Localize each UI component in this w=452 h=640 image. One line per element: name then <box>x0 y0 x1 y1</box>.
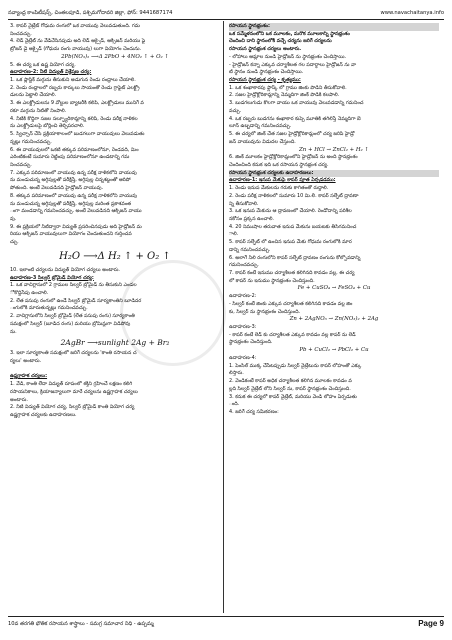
text-line: 2. రెండు రంధ్రాలలో రబ్బరు కార్కులు సాయంతో రెండు గ్రాఫైట్ ఎలక్ట్రో <box>10 84 140 91</box>
text-line: ంది. <box>229 401 240 408</box>
heading-line: ఒక సమ్మేళనంలోని ఒక మూలకం, మరొక మూలకాన్ని స్థానభ్రంశం <box>229 30 350 37</box>
text-line: అంటారు. <box>10 396 28 403</box>
heading-line: రసాయన స్థానభ్రంశ చర్యలు అంటారు. <box>229 46 302 53</box>
text-line: 4. 20 నిముషాల తరువాత ఇనుప మేకును బయటకు తీసిగమనించ <box>229 223 357 230</box>
heading-line: ఉదాహరణ-3 సిల్వర్ బ్రోమైడ్ వియోగ చర్య: <box>10 274 94 281</box>
text-line: 2. వెండికంటే కాపర్ అధిక చర్యాశీలత కలిగిన మూలకం కావడం వ <box>229 378 352 385</box>
text-line: 5. కాపర్ సల్ఫేట్ లో ఉంచిన ఇనుప మేకు గోధుమ రంగులోకి మార <box>229 239 352 246</box>
text-line: ంగులోకి మారుతున్నట్లు గమనించవచ్చు. <box>10 305 88 312</box>
text-line: 8. తక్కువ పరిమాణంలో వాయువు ఉన్న పరీక్ష నాళికలోని వాయువు <box>10 192 138 199</box>
text-line: రసాయనికాలు, క్రియాజన్యాలుగా మారే చర్యలను ఉష్ణగ్రాహక చర్యలు <box>10 388 138 395</box>
header-rule <box>8 19 444 20</box>
column-divider <box>223 21 224 613</box>
header-publisher: నవ్యాంధ్ర కాంపిటీషన్స్, చింతలపూడి, పశ్చిమగోదావరి జిల్లా, ఫోన్: 9441687174 <box>8 9 173 16</box>
text-line: 4. ఒక రబ్బరు బుడగను శంఖాకార కుప్పె మూతికి తగిలిస్తే నెమ్మదిగా బె <box>229 115 361 122</box>
text-line: ట్రోజన్ డై ఆక్సైడ్ (గోధుమ రంగు వాయువు) లుగా వియోగం చెందును. <box>10 46 142 53</box>
text-line: జన్ వాయువును విడుదల చేస్తుంది. <box>229 138 296 145</box>
text-line: 9. ఈ ప్రక్రియలో నీటిద్వారా విద్యుత్ ప్రసరించినపుడు అది హైడ్రోజన్ మ <box>10 223 142 230</box>
text-line: 6. అలాగే నీలి రంగులోని కాపర్ సల్ఫేట్ ద్రావణం రంగును కోల్పోవడాన్ని <box>229 254 361 261</box>
text-line: ంగా మండడాన్ని గమనించవచ్చు. అంటే వెలువడినది ఆక్సిజన్ వాయు <box>10 208 142 215</box>
text-line: న్నట్లు గమనించవచ్చు. <box>10 138 52 145</box>
text-line: ఉదాహరణ-2: <box>229 293 257 300</box>
heading-line: ఉదాహరణ-2: నీటి విద్యుత్ విశ్లేషణ చర్య: <box>10 69 92 76</box>
page-header <box>8 6 444 19</box>
text-line: 7. కాపర్ కంటే ఇనుము చర్యాశీలత కలిగినది కావడం వల్ల, ఈ చర్య <box>229 270 355 276</box>
equation-line: Pb + CuCl₂ → PbCl₂ + Cu <box>299 347 369 354</box>
text-line: లిస్తారు. <box>229 370 244 377</box>
header-website[interactable]: www.navachaitanya.info <box>380 9 444 16</box>
text-line: ాలి. <box>229 231 239 238</box>
text-line: 1. ఒక ప్లాస్టిక్ మగ్గును తీసుకుని అడుగున రెండు రంధ్రాలు చేయాలి. <box>10 77 136 84</box>
text-line: 5. స్విచ్చాన్ చేసి ప్రక్రియాకాలంలో బుడగలుగా వాయువులు వెలువడుతు <box>10 131 145 138</box>
heading-line: చెందించి దాని స్థానంలోకి వచ్చే చర్యను జరిగే చర్యలను <box>229 38 332 45</box>
text-line: 6. ఈ వాయువులలో ఒకటి తక్కువ పరిమాణంలోనూ, రెండవది, మిం <box>10 146 139 153</box>
text-line: 2. వాచిగ్లాసులోని సిల్వర్ బ్రోమైడ్ (లేత పసుపు రంగు) సూర్యకాంతి <box>10 313 135 320</box>
text-line: 2. నీటి విద్యుత్ వియోగ చర్య, సిల్వర్ బ్రోమైడ్ కాంతి వియోగ చర్య <box>10 404 135 411</box>
equation-line: Fe + CuSO₄ → FeSO₄ + Cu <box>297 285 371 292</box>
text-line: న్ని తీసుకోవాలి. <box>229 200 259 207</box>
text-line: గమనించవచ్చు. <box>229 262 259 269</box>
equation-line: Zn + HCl → ZnCl₂ + H₂ ↑ <box>299 146 369 153</box>
text-line: 3. ఈ ఎలక్ట్రోడులను 9 వోల్టుల బ్యాటరీకి కలిపి, ఎలక్ట్రోడులు మునిగే వ <box>10 100 144 107</box>
text-line: నించవచ్చు. <box>10 161 32 168</box>
text-line: 3. బుడగలుగుడు కొలగా వాయు ఒక వాయువు వెలువడడాన్ని గమనించ <box>229 100 364 107</box>
text-line: 2. సజల హైడ్రోక్లోరికామ్లాన్ని నెమ్మదిగా జింక్ పొడికి కలపాలి. <box>229 92 340 99</box>
text-line: 4. నీటికి కొద్దిగా సజల సల్ఫ్యూరికామ్లాన్ని కలిపి, రెండు పరీక్ష నాళికల <box>10 115 138 122</box>
text-line: ను ఎలక్ట్రోడులపై బోర్లించి తెర్చిపరచాలి. <box>10 123 85 130</box>
text-line: రకూ మగ్గును నీటితో నింపాలి. <box>10 107 67 114</box>
text-line: 1. రెండు ఇనుప మేకులను గరుకు కాగితంతో రుద్దాలి. <box>229 185 329 192</box>
text-line: డులను పెట్టాలి చేయాలి. <box>10 92 57 99</box>
text-line: నించవచ్చు. <box>10 30 32 37</box>
text-line: ో కొద్దిసేపు ఉంచాలి. <box>10 290 49 296</box>
text-line: 4. లెడ్ నైట్రేట్ ను వేడిచేసినపుడు అది లెడ్ ఆక్సైడ్, ఆక్సిజన్ మరియు ఫై <box>10 38 146 45</box>
text-line: ను మండుచున్న అగ్గిపుల్లతో పరీక్షిస్తే, అగ్గిపుల్ల మరింత ప్రకాశవంత <box>10 200 132 207</box>
page-footer <box>8 619 444 628</box>
text-line: 1. ఒక శంఖాకారపు ఫ్లాస్క్ లో గ్రాము జింకు పొడిని తీసుకోవాలి. <box>229 84 347 91</box>
equation-line: H₂O ⟶Δ H₂ ↑ + O₂ ↑ <box>59 250 171 262</box>
text-line: ఉష్ణగ్రాహక చర్యలకు ఉదాహరణలు. <box>10 412 77 419</box>
text-line: వు. <box>10 215 17 222</box>
heading-line: ఉష్ణగ్రాహక చర్యలు: <box>10 373 48 380</box>
text-line: ఉదాహరణ-3: <box>229 324 257 331</box>
text-line: ల్లది సిల్వర్ నైట్రేట్ లోని సిల్వర్ ను, కాపర్ స్థానభ్రంశం చెందిస్తుంది. <box>229 385 351 392</box>
text-line: 1. ఒక వాచిగ్లాసులో 2 గ్రాముల సిల్వర్ బ్రోమైడ్ ను తీసుకుని ఎండల <box>10 282 137 289</box>
text-line: డాన్ని గమనించవచ్చు. <box>229 246 271 253</box>
text-line: ఎరింటికంటే సుమారు రెట్టింపు పరిమాణంలోనూ ఉండటాన్ని గమ <box>10 154 130 161</box>
text-line: చ్చు. <box>10 239 19 246</box>
text-line: 4. జరిగే చర్య సమీకరణం: <box>229 408 279 415</box>
text-line: - కాపర్ కంటే లెడ్ కు చర్యాశీలత ఎక్కువ కావడం వల్ల కాపర్ ను లెడ్ <box>229 331 356 338</box>
equation-line: Zn + 2AgNO₃ → Zn(NO₃)₂ + 2Ag <box>289 316 379 323</box>
text-line: ఉదాహరణ-4: <box>229 354 257 361</box>
text-line: 2. లేత పసుపు రంగులో ఉండే సిల్వర్ బ్రోమైడ్ సూర్యకాంతిని బూడిదర <box>10 297 142 304</box>
equation-line: 2AgBr ⟶sunlight 2Ag + Br₂ <box>60 338 170 348</box>
heading-line: ఉదాహరణ-1: ఇనుప మేకుపై కాపర్ పూత ఏర్పడడము: <box>229 177 336 184</box>
page-number: Page 9 <box>418 619 444 628</box>
text-line: టి స్థానం నుండి స్థానభ్రంశం చెందిస్తాయి. <box>229 69 304 76</box>
text-line: 10. ఇలాంటి చర్యలను విద్యుత్ వియోగ చర్యలు అంటారు. <box>10 266 120 273</box>
text-line: చెందించింది కనుక ఇది ఒక రసాయన స్థానభ్రంశ చర్య. <box>229 161 329 168</box>
text-line: స్థానభ్రంశం చెందిస్తుంది. <box>229 339 273 346</box>
text-line: - లోహాలు ఆమ్లాల నుండి హైడ్రోజన్ ను స్థానభ్రంశం చెందిస్తాయి. <box>229 53 347 60</box>
heading-line: రసాయన స్థానభ్రంశ చర్యలకు ఉదాహరణలు: <box>229 170 439 178</box>
right-column <box>229 23 439 417</box>
text-line: 5. ఈ చర్య ఒక ఉష్ణ వియోగ చర్య. <box>10 61 76 68</box>
text-line: 3. ఒక ఇనుప మేకును ఆ ద్రావణంలో చేయాలి. రెండోదాన్ని పరిశీల <box>229 208 352 215</box>
text-line: 3. కనుక ఈ చర్యలో కాపర్ నైట్రేట్, మరియు వెండి లోహం ఏర్పడుతు <box>229 393 357 400</box>
text-line: నకోసం ప్రక్కన ఉంచాలి. <box>229 215 274 222</box>
text-line: 3. ఇలా సూర్యకాంతి సమక్షంలో జరిగే చర్యలను 'కాంతి రసాయన చ <box>10 350 137 357</box>
text-line: 1. వేడి, కాంతి లేదా విద్యుత్ రూపంలో శక్తిని గ్రహించే లక్షణం కలిగి <box>10 381 133 388</box>
heading-line: రసాయన స్థానభ్రంశం: <box>229 23 439 31</box>
left-column <box>10 23 220 420</box>
text-line: 3. కాపర్ నైట్రేట్ గోధుమ రంగులో ఒక వాయువు వెలువడుతుంది. గమ <box>10 23 140 29</box>
text-line: 7. ఎక్కువ పరిమాణంలో వాయువు ఉన్న పరీక్ష నాళికలోని వాయువు <box>10 169 137 176</box>
text-line: వచ్చు. <box>229 107 242 114</box>
footer-rule <box>8 616 444 617</box>
text-line: సమక్షంలో సిల్వర్ (బూడిద రంగు) మరియు బ్రోమిన్లుగా విడిపోవు <box>10 320 131 327</box>
text-line: పోతుంది. అంటే వెలువడినది హైడ్రోజన్ వాయువు. <box>10 185 104 192</box>
text-line: కు, సిల్వర్ ను స్థానభ్రంశం చెందిస్తుంది. <box>229 308 301 315</box>
text-line: ను. <box>10 328 17 335</box>
text-line: ను మండుచున్న అగ్గిపుల్లతో పరీక్షిస్తే, అగ్గిపుల్ల చిన్నశబ్దంతో ఆరిపో <box>10 177 131 184</box>
text-line: లో కాపర్ ను ఇనుము స్థానభ్రంశం చెందిస్తుంది. <box>229 277 315 284</box>
heading-line: రసాయన స్థానభ్రంశ చర్య - కృత్యము: <box>229 77 301 84</box>
text-line: లూన్ ఉబ్బడాన్ని గమనించవచ్చు. <box>229 123 292 130</box>
text-line: 2. రెండు పరీక్ష నాళికలలో సుమారు 10 మి.లీ. కాపర్ సల్ఫేట్ ద్రావణా <box>229 192 359 199</box>
text-line: - సిల్వర్ కంటే జింకు ఎక్కువ చర్యాశీలత కలిగినది కావడం వల్ల జిం <box>229 300 353 307</box>
text-line: 6. జింక్ మూలకం హైడ్రోక్లోరికామ్లంలోని హైడ్రోజన్ ను అంది స్థానభ్రంశం <box>229 154 358 161</box>
text-line: రియు ఆక్సిజన్ వాయువులుగా వియోగం చెందుతుందని గుర్తించవ <box>10 231 132 238</box>
footer-title: 10వ తరగతి భౌతిక రసాయన శాస్త్రాలు - సమగ్ర సమాచార నిధి - ఉప్పమ్మ <box>8 620 154 627</box>
text-line: 1. పెంసిల్ ముక్క చేసేటప్పుడు సిల్వర్ నైట్రేటును కాపర్ లోహంతో ఎక్కు <box>229 362 362 369</box>
text-line: - హైడ్రోజన్ కన్నా ఎక్కువ చర్యాశీలత గల పదార్థాలు హైడ్రోజన్ ను వా <box>229 61 357 68</box>
text-line <box>10 366 220 374</box>
text-line: ర్యలు' అంటారు. <box>10 358 42 365</box>
equation-line: 2Pb(NO₃)₂ ⟶Δ 2PbO + 4NO₂ ↑ + O₂ ↑ <box>61 53 169 60</box>
text-line: 5. ఈ చర్యలో జింక్ చేత సజల హైడ్రోక్లోరికామ్లంలో చర్య జరిపి హైడ్రో <box>229 131 355 138</box>
